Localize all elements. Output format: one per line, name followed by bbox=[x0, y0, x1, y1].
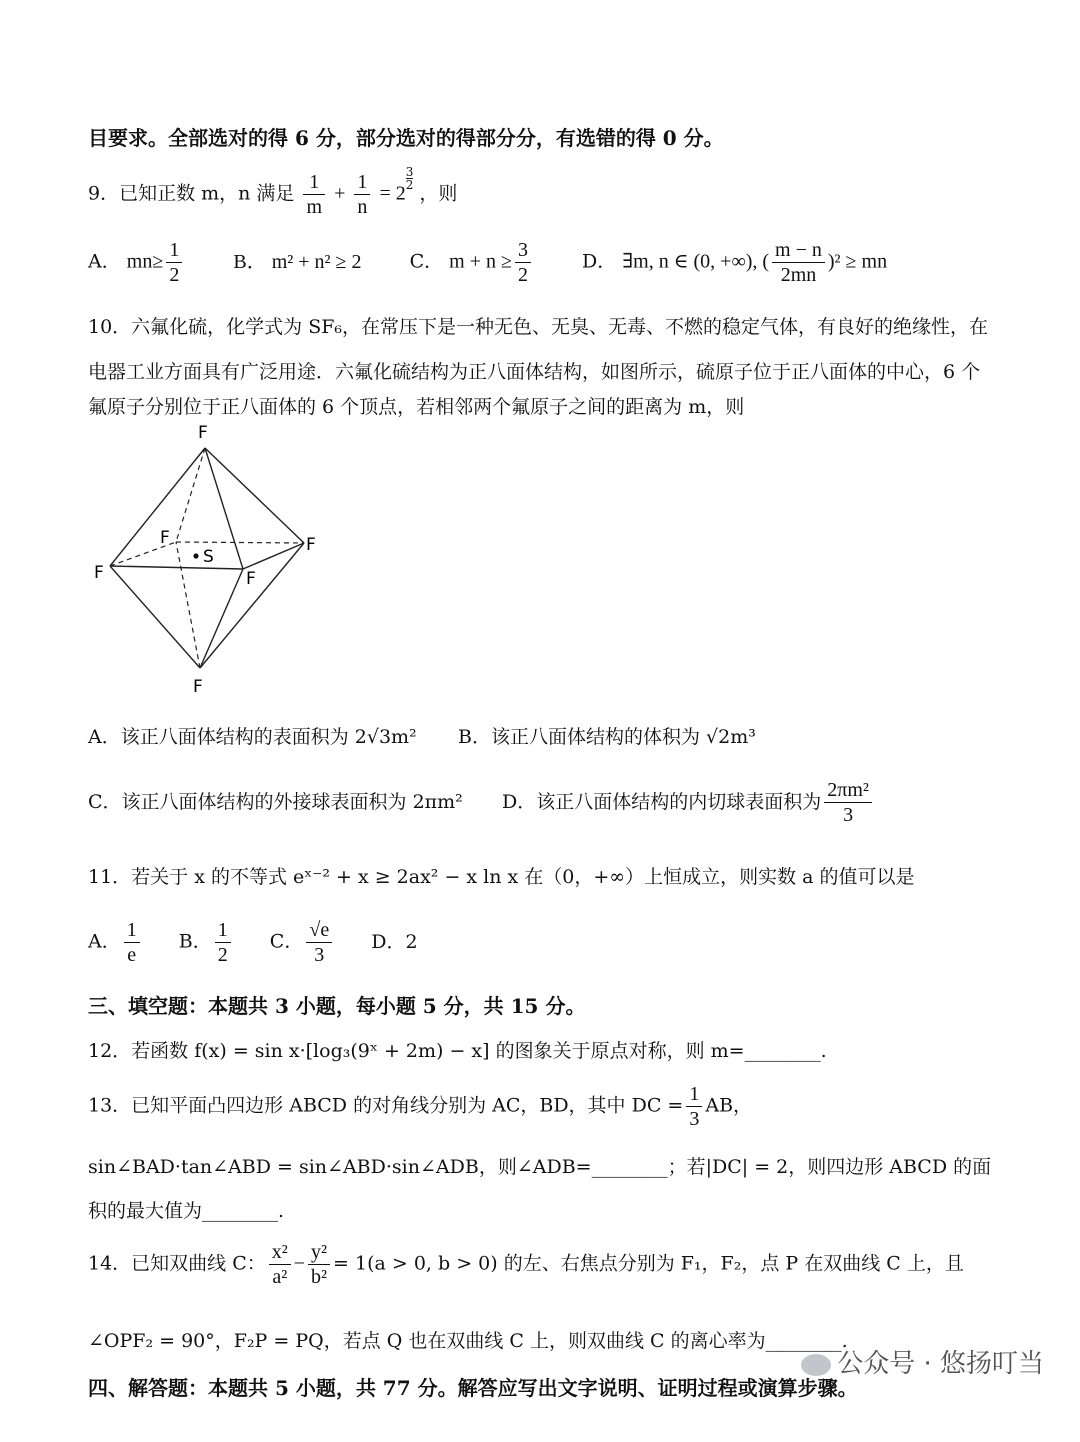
question-14-line-1: 14．已知双曲线 C： $\frac{\text{x²}}{\text{a²}}$ − $\frac{\text{y²}}{\text{b²}}$ = 1(a > 0, b > 0) 的左、右焦点分别为 F₁，F₂，点 P 在双曲线 C 上，且 bbox=[88, 1241, 964, 1288]
sulfur-center-dot bbox=[193, 553, 198, 558]
wechat-logo-icon bbox=[801, 1354, 831, 1376]
q10-option-c: C．该正八面体结构的外接球表面积为 2πm² bbox=[88, 790, 463, 813]
edge-bottom-left bbox=[110, 566, 200, 668]
edge-top-left bbox=[110, 448, 205, 566]
question-10-line-2: 电器工业方面具有广泛用途．六氟化硫结构为正八面体结构，如图所示，硫原子位于正八面体的中心，6 个 bbox=[88, 361, 981, 383]
q10-option-d: D．该正八面体结构的内切球表面积为 $\frac{\text{2πm²}}{3}$ bbox=[502, 791, 875, 813]
q9-option-a: A． mn≥ $\frac{1}{2}$ bbox=[88, 238, 185, 287]
vertex-label-left: F bbox=[94, 563, 104, 583]
question-10-options-ab bbox=[88, 722, 756, 749]
vertex-label-front: F bbox=[246, 569, 256, 589]
edge-left-front bbox=[110, 566, 243, 569]
q11-option-b: B． $\frac{1}{2}$ bbox=[179, 918, 234, 967]
q9-option-b: B． m² + n² ≥ 2 bbox=[233, 250, 362, 273]
question-13-line-1: 13．已知平面凸四边形 ABCD 的对角线分别为 AC，BD，其中 DC = $\frac{1}{3}$ AB， bbox=[88, 1083, 753, 1130]
vertex-label-top: F bbox=[198, 423, 208, 443]
section-4-heading: 四、解答题：本题共 5 小题，共 77 分。解答应写出文字说明、证明过程或演算步骤。 bbox=[88, 1376, 858, 1400]
q9-option-d: D． ∃m, n ∈ (0, +∞), ( $\frac{m - n}{2mn}$ )² ≥ mn bbox=[582, 239, 888, 286]
question-14-line-2: ∠OPF₂ = 90°，F₂P = PQ，若点 Q 也在双曲线 C 上，则双曲线 C 的离心率为________. bbox=[88, 1330, 848, 1352]
vertex-label-right: F bbox=[306, 535, 316, 555]
center-label-s: S bbox=[203, 547, 214, 567]
octahedron-figure bbox=[90, 420, 340, 700]
q10-option-a: A．该正八面体结构的表面积为 2√3m² bbox=[88, 726, 417, 748]
q9-option-c: C． m + n ≥ $\frac{3}{2}$ bbox=[410, 238, 534, 287]
q10-option-b: B．该正八面体结构的体积为 √2m³ bbox=[458, 726, 756, 748]
watermark: 公众号 · 悠扬叮当 bbox=[801, 1343, 1044, 1380]
question-10-options-cd bbox=[88, 778, 875, 827]
edge-back-right bbox=[176, 542, 304, 543]
q9-fraction-1m: $\frac{1}{m}$ bbox=[303, 170, 325, 219]
vertex-label-bottom: F bbox=[193, 677, 203, 697]
section-3-heading: 三、填空题：本题共 3 小题，每小题 5 分，共 15 分。 bbox=[88, 994, 586, 1018]
question-10-line-1: 10．六氟化硫，化学式为 SF₆，在常压下是一种无色、无臭、无毒、不燃的稳定气体，有良好的绝缘性，在 bbox=[88, 316, 989, 338]
edge-bottom-back bbox=[176, 542, 200, 668]
vertex-label-back: F bbox=[160, 528, 170, 548]
question-11-stem: 11．若关于 x 的不等式 eˣ⁻² + x ≥ 2ax² − x ln x 在（0，+∞）上恒成立，则实数 a 的值可以是 bbox=[88, 866, 915, 888]
q11-option-d: D．2 bbox=[371, 930, 418, 953]
q11-option-c: C． $\frac{√e}{3}$ bbox=[270, 918, 335, 967]
q11-option-a: A． $\frac{1}{e}$ bbox=[88, 918, 143, 967]
question-13-line-2: sin∠BAD·tan∠ABD = sin∠ABD·sin∠ADB，则∠ADB=________；若|DC| = 2，则四边形 ABCD 的面 bbox=[88, 1156, 992, 1178]
edge-bottom-front bbox=[200, 569, 243, 668]
question-13-line-3: 积的最大值为________. bbox=[88, 1200, 285, 1222]
edge-front-right bbox=[243, 543, 304, 569]
question-11-options bbox=[88, 918, 460, 967]
question-9-options bbox=[88, 238, 929, 287]
question-10-line-3: 氟原子分别位于正八面体的 6 个顶点，若相邻两个氟原子之间的距离为 m，则 bbox=[88, 396, 745, 418]
question-12: 12．若函数 f(x) = sin x·[log₃(9ˣ + 2m) − x] 的图象关于原点对称，则 m=________. bbox=[88, 1040, 827, 1062]
edge-bottom-right bbox=[200, 543, 304, 668]
question-9-stem: 9．已知正数 m，n 满足 $\frac{1}{m}$ + $\frac{1}{n}$ = 2 $\frac{3}{2}$ ，则 bbox=[88, 165, 458, 218]
q9-fraction-1n: $\frac{1}{n}$ bbox=[354, 170, 370, 219]
instruction-header: 目要求。全部选对的得 6 分，部分选对的得部分分，有选错的得 0 分。 bbox=[88, 126, 724, 150]
edge-top-back bbox=[176, 448, 205, 542]
